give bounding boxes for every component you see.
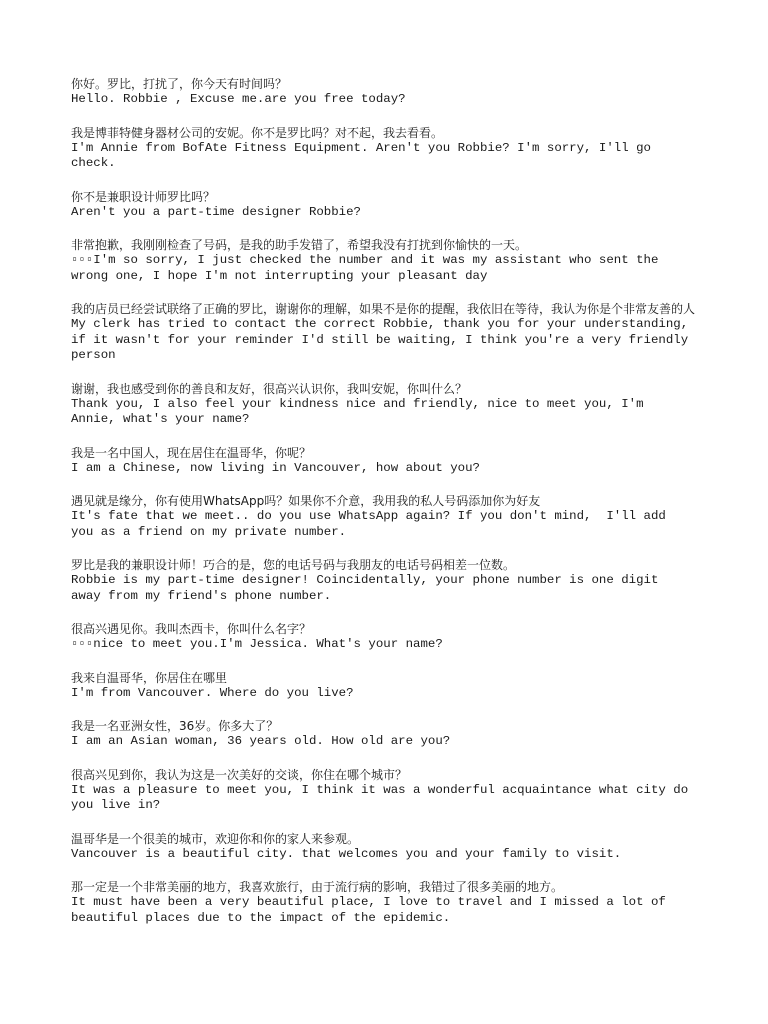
english-line: It was a pleasure to meet you, I think it was a wonderful acquaintance what city do you live in? <box>71 782 689 812</box>
dialogue-entry <box>71 237 701 284</box>
chinese-line: 你好。罗比，打扰了，你今天有时间吗？ <box>71 77 288 91</box>
dialogue-entry <box>71 189 701 221</box>
dialogue-entry <box>71 381 701 428</box>
english-line: It's fate that we meet.. do you use WhatsApp again? If you don't mind, I'll add you as a friend on my private number. <box>71 509 666 539</box>
dialogue-entry <box>71 718 701 750</box>
chinese-line: 我是博菲特健身器材公司的安妮。你不是罗比吗？对不起，我去看看。 <box>71 125 444 140</box>
chinese-line: 很高兴遇见你。我叫杰西卡，你叫什么名字？ <box>71 622 312 636</box>
chinese-line: 我是一名中国人，现在居住在温哥华，你呢？ <box>71 445 312 460</box>
chinese-line: 温哥华是一个很美的城市，欢迎你和你的家人来参观。 <box>71 831 360 846</box>
english-line: Robbie is my part-time designer! Coincidentally, your phone number is one digit away from my friend's phone number. <box>71 573 659 603</box>
chinese-line: 非常抱歉，我刚刚检查了号码，是我的助手发错了，希望我没有打扰到你愉快的一天。 <box>71 238 528 252</box>
dialogue-entry <box>71 879 701 926</box>
dialogue-entry <box>71 621 701 653</box>
english-line: Hello. Robbie , Excuse me.are you free today? <box>71 92 406 106</box>
chinese-line: 你不是兼职设计师罗比吗？ <box>71 189 216 204</box>
dialogue-list <box>71 76 701 943</box>
chinese-line: 我来自温哥华，你居住在哪里 <box>71 670 228 685</box>
dialogue-entry <box>71 301 701 364</box>
chinese-line: 我的店员已经尝试联络了正确的罗比，谢谢你的理解，如果不是你的提醒，我依旧在等待，我认为你是个非常友善的人 <box>71 302 696 316</box>
english-line: Aren't you a part-time designer Robbie? <box>71 204 361 219</box>
dialogue-entry <box>71 76 701 108</box>
dialogue-entry <box>71 670 701 702</box>
english-line: I'm from Vancouver. Where do you live? <box>71 685 354 700</box>
english-line: I am a Chinese, now living in Vancouver, how about you? <box>71 460 480 475</box>
dialogue-entry <box>71 767 701 814</box>
chinese-line: 我是一名亚洲女性，36岁。你多大了？ <box>71 719 279 733</box>
chinese-line: 遇见就是缘分，你有使用WhatsApp吗？如果你不介意，我用我的私人号码添加你为好友 <box>71 494 541 508</box>
english-line: ▫▫▫nice to meet you.I'm Jessica. What's your name? <box>71 637 443 651</box>
english-line: Vancouver is a beautiful city. that welcomes you and your family to visit. <box>71 846 622 861</box>
chinese-line: 罗比是我的兼职设计师！巧合的是，您的电话号码与我朋友的电话号码相差一位数。 <box>71 558 516 572</box>
english-line: Thank you, I also feel your kindness nice and friendly, nice to meet you, I'm Annie, what's your name? <box>71 396 644 426</box>
chinese-line: 谢谢，我也感受到你的善良和友好，很高兴认识你，我叫安妮，你叫什么？ <box>71 381 468 396</box>
dialogue-entry <box>71 125 701 172</box>
english-line: My clerk has tried to contact the correct Robbie, thank you for your understanding, if it wasn't for your reminder I'd still be waiting, I think you're a very friendly person <box>71 317 689 362</box>
english-line: It must have been a very beautiful place, I love to travel and I missed a lot of beautiful places due to the impact of the epidemic. <box>71 895 666 925</box>
english-line: ▫▫▫I'm so sorry, I just checked the number and it was my assistant who sent the wrong one, I hope I'm not interrupting your pleasant day <box>71 253 659 283</box>
english-line: I am an Asian woman, 36 years old. How old are you? <box>71 734 451 748</box>
dialogue-entry <box>71 493 701 540</box>
chinese-line: 那一定是一个非常美丽的地方，我喜欢旅行，由于流行病的影响，我错过了很多美丽的地方。 <box>71 880 564 894</box>
dialogue-entry <box>71 557 701 604</box>
dialogue-entry <box>71 831 701 863</box>
english-line: I'm Annie from BofAte Fitness Equipment. Aren't you Robbie? I'm sorry, I'll go check. <box>71 140 651 170</box>
chinese-line: 很高兴见到你，我认为这是一次美好的交谈，你住在哪个城市？ <box>71 767 408 782</box>
dialogue-entry <box>71 445 701 477</box>
